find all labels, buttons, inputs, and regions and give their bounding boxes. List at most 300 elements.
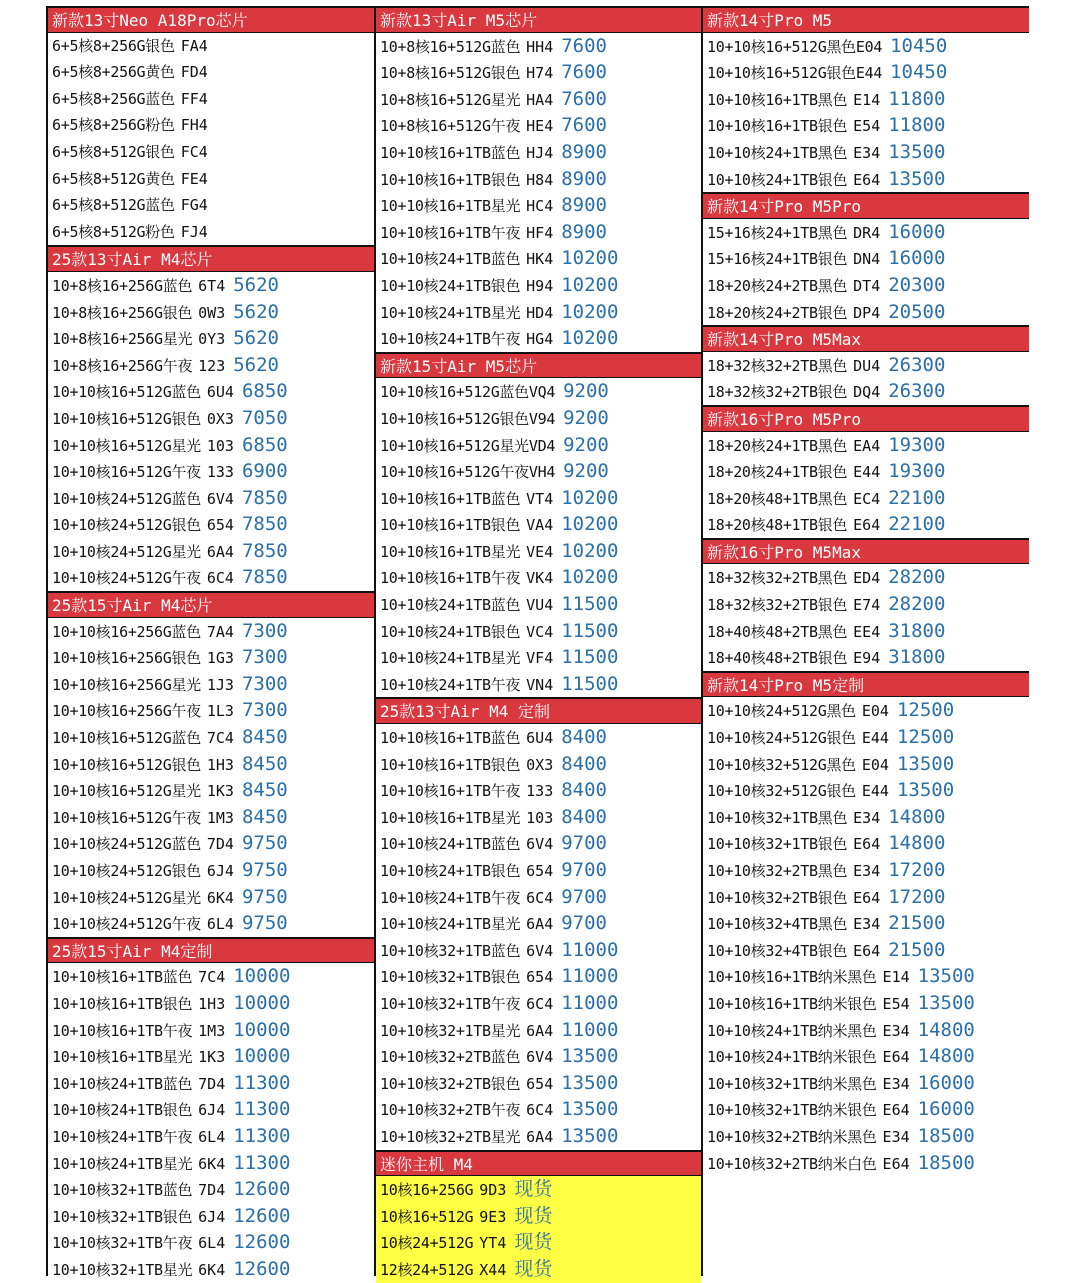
model-code: 6K4 [198,1154,226,1173]
price-row [703,830,1029,857]
price-row [376,272,701,299]
model-code: 7A4 [206,622,234,641]
model-code: E34 [882,1127,910,1146]
price-value: 16000 [917,1098,975,1121]
price-row [48,59,374,86]
price-value: 13500 [896,779,955,802]
price-value: 8400 [561,805,607,828]
model-spec: 10+10核32+2TB星光 [380,1127,521,1146]
model-code: E34 [882,1074,910,1093]
model-code: 654 [206,516,234,535]
price-value: 10200 [561,486,619,509]
price-row [703,219,1029,246]
model-spec: 10+10核24+1TB银色 [52,1101,193,1120]
model-code: 6C4 [526,994,554,1013]
model-code: HA4 [526,90,554,109]
price-row [48,697,374,724]
price-value: 16000 [888,220,946,243]
model-code: 0Y3 [198,330,226,349]
price-value: 12600 [233,1231,291,1254]
price-row [376,432,701,459]
price-value: 13500 [561,1124,619,1147]
price-value: 10200 [561,539,619,562]
model-spec: 10+10核32+1TB纳米黑色 [707,1074,877,1093]
price-value: 7850 [241,486,288,509]
price-row [703,1070,1029,1097]
price-row [48,458,374,485]
price-row [376,1070,701,1097]
model-code: 1K3 [206,782,234,801]
model-code: 9D3 [479,1181,507,1200]
price-row [48,219,374,246]
model-code: 7D4 [198,1181,226,1200]
model-code: 1H3 [198,994,226,1013]
model-spec: 10+10核24+512G蓝色 [52,489,201,508]
model-spec: 10+10核24+1TB午夜 [380,888,521,907]
price-value: 7300 [241,646,288,669]
model-spec: 10+10核24+1TB蓝色 [380,835,521,854]
model-spec: 10核16+512G [380,1207,474,1226]
price-row [703,112,1029,139]
model-spec: 12核24+512G [380,1260,474,1279]
model-spec: 10+10核16+1TB星光 [52,1048,193,1067]
price-value: 9750 [241,832,288,855]
model-spec: 10+10核16+1TB银色 [380,755,521,774]
model-code: 6V4 [526,941,554,960]
model-code: HG4 [526,330,554,349]
model-code: E44 [861,782,889,801]
model-code: 6J4 [198,1101,226,1120]
price-value: 10200 [561,566,619,589]
price-row [48,1203,374,1230]
price-row [48,1176,374,1203]
model-code: 1M3 [206,808,234,827]
price-row [376,86,701,113]
price-value: 6850 [241,433,288,456]
section-header: 新款14寸Pro M5Pro [703,192,1029,219]
price-value: 7050 [241,406,288,429]
price-row [703,884,1029,911]
price-value: 11800 [888,114,946,137]
price-row [376,751,701,778]
model-code: FC4 [180,142,208,161]
price-row [48,910,374,937]
price-row [48,1150,374,1177]
model-spec: 18+20核48+1TB银色 [707,516,848,535]
model-spec: 18+20核24+2TB黑色 [707,276,848,295]
model-spec: 18+20核24+2TB银色 [707,303,848,322]
model-spec: 10+10核16+1TB纳米银色 [707,994,877,1013]
price-row [376,830,701,857]
model-spec: 10+10核16+512G星光VD4 [380,436,556,455]
model-code: 654 [526,862,554,880]
model-spec: 10+10核32+1TB星光 [380,1021,521,1040]
section-header: 25款13寸Air M4 定制 [376,697,701,724]
model-spec: 10+10核32+1TB蓝色 [380,941,521,960]
price-value: 8450 [241,779,288,802]
model-code: 6K4 [198,1260,226,1279]
price-row [48,751,374,778]
model-code: E54 [882,994,910,1013]
price-row [48,112,374,139]
price-value: 16000 [888,247,946,270]
model-code: E64 [853,941,881,960]
model-spec: 10+10核16+256G午夜 [52,702,201,721]
price-value: 13500 [561,1071,619,1094]
model-code: E14 [853,90,881,109]
model-code: HJ4 [526,143,554,162]
model-spec: 18+20核24+1TB黑色 [707,436,848,455]
price-row [376,591,701,618]
price-value: 9750 [241,859,288,881]
model-spec: 10+10核16+512G午夜VH4 [380,463,556,482]
price-row [376,724,701,751]
model-spec: 10+10核24+1TB蓝色 [380,250,521,269]
model-spec: 6+5核8+256G蓝色 [52,89,175,108]
price-row [703,697,1029,724]
model-code: 1J3 [206,675,234,694]
model-code: 7D4 [198,1074,226,1093]
model-code: 0X3 [526,755,554,774]
price-value: 9700 [561,859,607,881]
price-value: 9700 [561,885,607,908]
model-code: 6V4 [526,1048,554,1067]
column-3 [701,6,1029,1276]
price-row [703,86,1029,113]
price-row [703,777,1029,804]
model-spec: 6+5核8+256G黄色 [52,63,175,82]
model-spec: 10+10核16+1TB星光 [380,542,521,561]
model-code: FF4 [180,89,208,108]
model-spec: 10+10核16+1TB蓝色 [380,729,521,748]
model-code: YT4 [479,1234,507,1253]
model-spec: 10+10核16+1TB蓝色 [52,968,193,987]
model-code: 6A4 [526,1021,554,1040]
price-row [376,112,701,139]
section-header: 新款14寸Pro M5Max [703,325,1029,352]
price-value: 8450 [241,726,288,749]
price-row [703,1017,1029,1044]
model-spec: 10+10核24+1TB午夜 [52,1127,193,1146]
model-code: 6C4 [526,1101,554,1120]
model-code: 1K3 [198,1048,226,1067]
price-row [703,1043,1029,1070]
model-spec: 10+10核32+2TB纳米黑色 [707,1127,877,1146]
price-row [703,644,1029,671]
price-row [376,1176,701,1203]
model-code: 1L3 [206,702,234,721]
model-code: E94 [853,649,881,668]
price-value: 28200 [888,566,946,589]
model-code: E34 [853,862,881,880]
price-value: 13500 [917,965,975,988]
model-spec: 6+5核8+512G蓝色 [52,196,175,215]
model-spec: 10+8核16+512G午夜 [380,117,521,136]
price-value: 9750 [241,912,288,935]
price-row [703,804,1029,831]
price-row [703,990,1029,1017]
price-value: 11300 [233,1151,291,1174]
price-row [376,245,701,272]
model-spec: 18+32核32+2TB黑色 [707,569,848,588]
model-spec: 10+10核24+1TB午夜 [380,675,521,694]
price-row [376,1017,701,1044]
price-value: 11300 [233,1071,291,1094]
price-row [703,1096,1029,1123]
model-spec: 10+10核16+512G银色 [52,755,201,774]
model-code: HC4 [526,197,554,216]
model-spec: 10+10核24+1TB银色 [380,622,521,641]
model-code: DQ4 [853,383,881,402]
price-value: 8450 [241,752,288,775]
price-row [48,299,374,326]
stock-status: 现货 [514,1231,553,1254]
price-value: 7300 [241,672,288,695]
price-value: 7300 [241,619,288,642]
price-sheet [46,6,1029,1280]
model-code: E34 [853,143,881,162]
model-code: VE4 [526,542,554,561]
price-value: 20500 [888,300,946,323]
price-row [376,485,701,512]
price-row [376,458,701,485]
model-code: E14 [882,968,910,987]
model-code: 6U4 [526,729,554,748]
price-value: 12600 [233,1204,291,1227]
model-code: 6L4 [198,1234,226,1253]
price-value: 7850 [241,513,288,536]
price-value: 9700 [561,912,607,935]
price-row [48,724,374,751]
price-value: 14800 [917,1045,975,1068]
model-code: HD4 [526,303,554,322]
model-spec: 10+10核32+1TB午夜 [52,1234,193,1253]
price-value: 12500 [896,726,955,749]
model-spec: 10+10核24+1TB纳米银色 [707,1048,877,1067]
price-value: 8900 [561,220,607,243]
model-code: 1M3 [198,1021,226,1040]
model-code: 6U4 [206,383,234,402]
model-spec: 10+10核16+512G银色 [52,409,201,428]
model-code: 6J4 [198,1207,226,1226]
model-spec: 10+8核16+512G蓝色 [380,37,521,56]
price-row [376,59,701,86]
model-spec: 10+10核32+1TB银色 [380,968,521,987]
price-value: 11000 [561,1018,619,1041]
model-spec: 6+5核8+256G银色 [52,36,175,55]
price-value: 11500 [561,672,619,695]
model-code: 6L4 [206,915,234,934]
model-code: 6T4 [198,276,226,295]
price-value: 9200 [563,460,609,483]
price-row [376,1043,701,1070]
price-value: 7600 [561,87,607,110]
model-spec: 10+10核24+1TB午夜 [380,330,521,349]
model-code: 123 [198,356,226,375]
model-code: E34 [882,1021,910,1040]
model-spec: 10+10核24+1TB蓝色 [52,1074,193,1093]
model-spec: 10+10核24+1TB星光 [52,1154,193,1173]
price-value: 17200 [888,859,946,881]
model-code: HK4 [526,250,554,269]
price-value: 10200 [561,327,619,350]
price-value: 6900 [241,460,288,483]
model-code: FH4 [180,116,208,135]
price-value: 14800 [917,1018,975,1041]
model-code: EC4 [853,489,881,508]
model-spec: 10+10核24+512G银色 [52,516,201,535]
model-spec: 10+10核32+2TB纳米白色 [707,1154,877,1173]
price-value: 12500 [896,699,955,722]
price-value: 10200 [561,513,619,536]
price-row [48,804,374,831]
model-spec: 10+10核32+1TB蓝色 [52,1181,193,1200]
section-header: 新款16寸Pro M5Pro [703,405,1029,432]
price-row [376,1203,701,1230]
price-row [48,33,374,60]
model-spec: 10+10核24+1TB纳米黑色 [707,1021,877,1040]
price-value: 18500 [917,1124,975,1147]
price-row [48,511,374,538]
model-code: EE4 [853,622,881,641]
price-value: 11000 [561,965,619,988]
model-code: 6V4 [526,835,554,854]
section-header: 25款13寸Air M4芯片 [48,245,374,272]
price-row [48,325,374,352]
model-spec: 10+10核32+1TB银色 [707,835,848,854]
price-row [48,432,374,459]
model-spec: 10+10核32+1TB星光 [52,1260,193,1279]
price-value: 13500 [888,167,946,190]
model-code: E44 [853,463,881,482]
price-value: 6850 [241,380,288,403]
price-row [376,538,701,565]
model-spec: 10+10核16+512G黑色E04 [707,37,883,56]
model-code: 6A4 [526,1127,554,1146]
model-spec: 10+10核16+1TB午夜 [380,223,521,242]
model-spec: 10+10核16+512G午夜 [52,463,201,482]
model-spec: 10+10核16+1TB银色 [52,994,193,1013]
price-value: 5620 [233,327,279,350]
price-value: 10200 [561,300,619,323]
model-spec: 10+10核16+512G银色E44 [707,64,883,83]
model-spec: 15+16核24+1TB银色 [707,250,848,269]
model-code: FD4 [180,63,208,82]
price-row [703,963,1029,990]
price-value: 8900 [561,194,607,217]
model-spec: 10+10核32+512G银色 [707,782,856,801]
model-spec: 10核24+512G [380,1234,474,1253]
section-header: 新款14寸Pro M5 [703,6,1029,33]
price-value: 8450 [241,805,288,828]
model-spec: 10+10核24+512G银色 [707,729,856,748]
model-spec: 10+10核32+4TB银色 [707,941,848,960]
price-value: 13500 [896,752,955,775]
model-code: X44 [479,1260,507,1279]
section-header: 新款13寸Neo A18Pro芯片 [48,6,374,33]
model-spec: 10+10核32+2TB午夜 [380,1101,521,1120]
price-value: 10200 [561,273,619,296]
model-code: VC4 [526,622,554,641]
model-code: 6A4 [526,915,554,934]
price-row [703,378,1029,405]
price-row [48,405,374,432]
price-row [48,990,374,1017]
model-code: E34 [853,915,881,934]
price-row [376,33,701,60]
model-code: VK4 [526,569,554,588]
price-row [48,1043,374,1070]
price-value: 5620 [233,353,279,376]
price-value: 31800 [888,646,946,669]
model-code: 6V4 [206,489,234,508]
price-value: 8400 [561,726,607,749]
price-value: 7850 [241,566,288,589]
model-spec: 18+32核32+2TB黑色 [707,356,848,375]
price-row [703,166,1029,193]
price-row [376,937,701,964]
price-row [703,591,1029,618]
price-value: 9200 [563,380,609,403]
model-code: H74 [526,64,554,83]
model-spec: 10+10核16+512G蓝色VQ4 [380,383,556,402]
price-row [48,1123,374,1150]
price-value: 8400 [561,752,607,775]
price-row [376,644,701,671]
price-value: 14800 [888,832,946,855]
price-value: 11800 [888,87,946,110]
model-spec: 18+20核24+1TB银色 [707,463,848,482]
price-row [376,857,701,884]
price-row [48,378,374,405]
model-spec: 10+8核16+256G午夜 [52,356,193,375]
price-row [376,378,701,405]
model-spec: 10+10核24+512G星光 [52,888,201,907]
model-code: E64 [853,835,881,854]
model-spec: 10+10核24+1TB蓝色 [380,596,521,615]
model-spec: 10+10核32+1TB银色 [52,1207,193,1226]
price-value: 10000 [233,965,291,988]
model-spec: 10+10核24+1TB星光 [380,915,521,934]
section-header: 25款15寸Air M4芯片 [48,591,374,618]
model-code: 654 [526,1074,554,1093]
model-spec: 10+10核16+256G蓝色 [52,622,201,641]
model-code: DU4 [853,356,881,375]
price-value: 8400 [561,779,607,802]
price-row [376,804,701,831]
model-code: 7D4 [206,835,234,854]
model-code: 133 [526,782,554,801]
price-row [48,352,374,379]
price-value: 18500 [917,1151,975,1174]
model-spec: 10+8核16+256G银色 [52,303,193,322]
model-code: DP4 [853,303,881,322]
price-row [48,857,374,884]
section-header: 新款13寸Air M5芯片 [376,6,701,33]
price-row [376,618,701,645]
model-spec: 10+8核16+256G星光 [52,330,193,349]
model-spec: 10+10核16+1TB星光 [380,808,521,827]
model-code: VU4 [526,596,554,615]
model-code: 6J4 [206,862,234,880]
model-code: VA4 [526,516,554,535]
price-row [703,299,1029,326]
column-1 [46,6,374,1280]
price-value: 10450 [890,61,948,84]
model-code: E54 [853,117,881,136]
model-spec: 10+10核32+2TB黑色 [707,862,848,880]
model-spec: 10+10核24+1TB银色 [380,862,521,880]
